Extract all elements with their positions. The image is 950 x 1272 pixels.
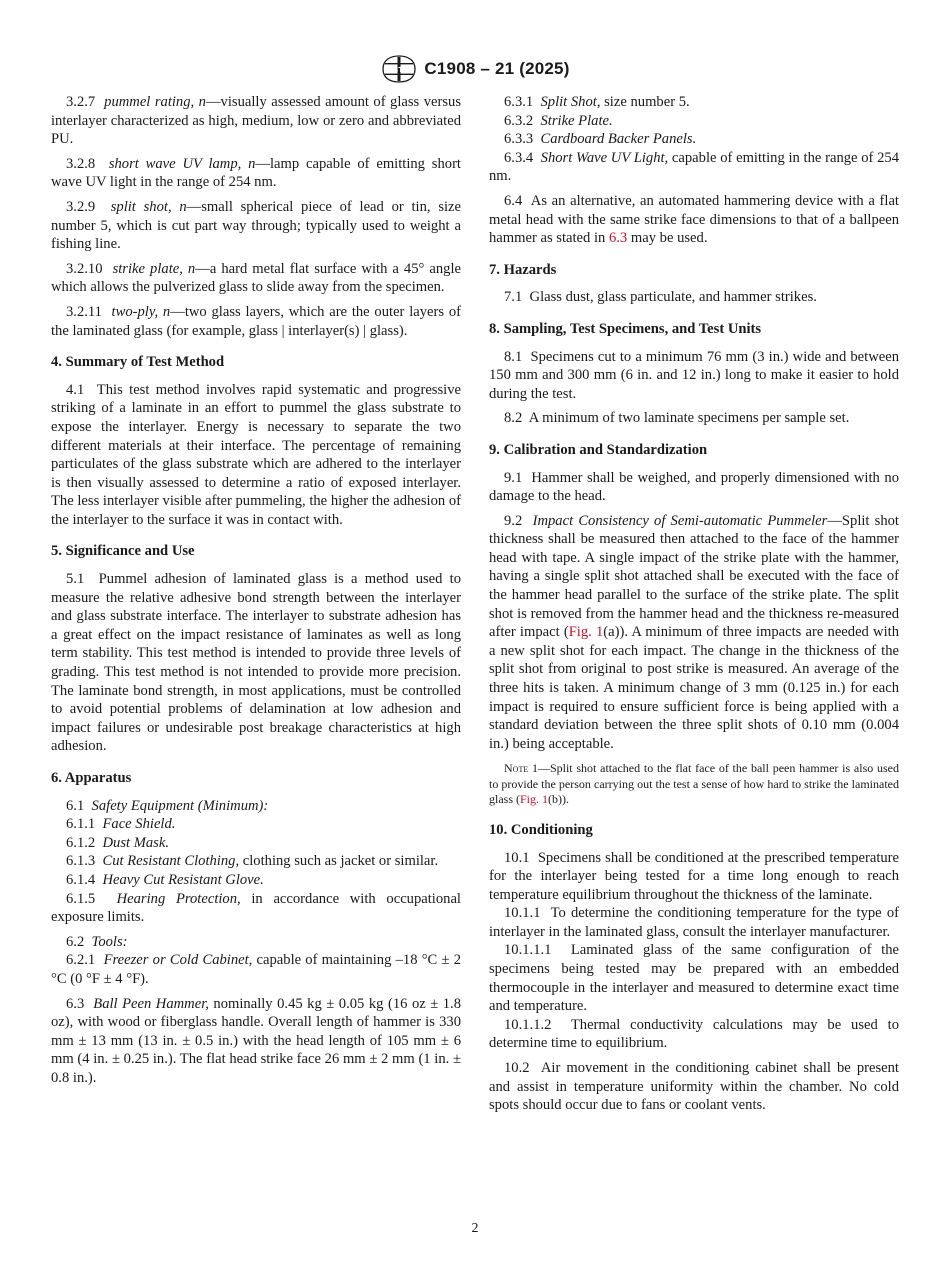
paragraph-6-1-2: 6.1.2 Dust Mask. [66, 834, 169, 851]
paragraph-6-2-1: 6.2.1 Freezer or Cold Cabinet, capable of maintaining –18 °C ± 2 °C (0 °F ± 4 °F). [51, 952, 462, 987]
right-column [489, 93, 899, 1121]
paragraph-10-2: 10.2 Air movement in the conditioning cabinet shall be present and assist in temperature uniformity within the chamber. No cold spots should occur due to fans or coolant vents. [489, 1060, 899, 1114]
astm-logo-icon [380, 54, 418, 84]
paragraph-6-1-4: 6.1.4 Heavy Cut Resistant Glove. [66, 871, 264, 888]
definition-3-2-10: 3.2.10 strike plate, n—a hard metal flat surface with a 45° angle which allows the pulverized glass to slide away from the specimen. [51, 260, 461, 296]
paragraph-10-1-1-2: 10.1.1.2 Thermal conductivity calculations may be used to determine time to equilibrium. [489, 1016, 899, 1052]
paragraph-9-1: 9.1 Hammer shall be weighed, and properly dimensioned with no damage to the head. [489, 469, 899, 505]
section-7-heading: 7. Hazards [489, 261, 557, 278]
definition-3-2-8: 3.2.8 short wave UV lamp, n—lamp capable of emitting short wave UV light in the range of 254 nm. [51, 155, 461, 191]
paragraph-6-3-2: 6.3.2 Strike Plate. [504, 112, 613, 129]
left-column [51, 93, 461, 1094]
section-9-heading: 9. Calibration and Standardization [489, 441, 708, 458]
section-10-heading: 10. Conditioning [489, 821, 593, 838]
standard-designation: C1908 – 21 (2025) [424, 59, 570, 78]
note-1: Note 1—Split shot attached to the flat face of the ball peen hammer is also used to provide the person carrying out the test a sense of how hard to strike the laminated glass (Fig. 1(b)). [489, 761, 900, 807]
section-5-heading: 5. Significance and Use [51, 543, 195, 560]
reference-link-6-3[interactable]: 6.3 [608, 230, 628, 247]
paragraph-6-3-1: 6.3.1 Split Shot, size number 5. [504, 94, 690, 110]
page-header [0, 52, 950, 86]
section-8-heading: 8. Sampling, Test Specimens, and Test Units [489, 320, 762, 337]
definition-3-2-9: 3.2.9 split shot, n—small spherical piece of lead or tin, size number 5, which is cut part way through; typically used to weight a fishing line. [51, 198, 462, 253]
paragraph-7-1: 7.1 Glass dust, glass particulate, and hammer strikes. [504, 289, 817, 306]
definition-3-2-7: 3.2.7 pummel rating, n—visually assessed amount of glass versus interlayer characterized as high, medium, low or zero and abbreviated PU. [51, 94, 462, 148]
paragraph-10-1: 10.1 Specimens shall be conditioned at the prescribed temperature for the interlayer being tested for a time long enough to reach temperature equilibrium throughout the thickness of the laminate. [489, 849, 900, 903]
paragraph-5-1: 5.1 Pummel adhesion of laminated glass is a method used to measure the relative adhesive bond strength between the interlayer and glass substrate interface. The interlayer to substrate adhesion has a great effect on the impact resistance of laminates as well as long term stability. This test method is intended to provide three levels of grading. This test method is not intended to provide more precision. The laminate bond strength, in most applications, must be controlled to avoid potential problems of delamination at low adhesion and impact failures or undesirable post breakage characteristics at high adhesion. [51, 571, 462, 755]
paragraph-6-1: 6.1 Safety Equipment (Minimum): [66, 797, 269, 814]
paragraph-6-1-3: 6.1.3 Cut Resistant Clothing, clothing such as jacket or similar. [66, 853, 439, 870]
paragraph-6-2: 6.2 Tools: [66, 933, 128, 950]
paragraph-6-1-5: 6.1.5 Hearing Protection, in accordance with occupational exposure limits. [51, 890, 461, 926]
paragraph-6-3-3: 6.3.3 Cardboard Backer Panels. [504, 131, 697, 148]
svg-text:ASTM: ASTM [388, 66, 411, 74]
paragraph-10-1-1-1: 10.1.1.1 Laminated glass of the same configuration of the specimens being tested may be prepared with an embedded thermocouple in the interlayer and measured to determine exact time and temperature. [489, 942, 899, 1015]
paragraph-10-1-1: 10.1.1 To determine the conditioning temperature for the type of interlayer in the laminated glass, consult the interlayer manufacturer. [489, 905, 899, 940]
paragraph-6-3: 6.3 Ball Peen Hammer, nominally 0.45 kg ± 0.05 kg (16 oz ± 1.8 oz), with wood or fiberglass handle. Overall length of hammer is 330 mm ± 13 mm (13 in. ± 0.5 in.) with the head length of 105 mm ± 6 mm (4 in. ± 0.25 in.). The flat head strike face 26 mm ± 2 mm (1 in. ± 0.8 in.). [51, 995, 461, 1086]
paragraph-4-1: 4.1 This test method involves rapid systematic and progressive striking of a laminate in an effort to pummel the glass substrate to expose the interlayer. Energy is necessary to separate the two different materials at their interface. The percentage of remaining particulates of the glass substrate which are adhered to the interlayer is then visually assessed to determine a ratio of exposed interlayer. The less interlayer visible after pummeling, the higher the adhesion of the interlayer to the surface it was in contact with. [51, 381, 461, 528]
figure-link-fig-1a[interactable]: Fig. 1 [568, 624, 604, 641]
figure-link-fig-1b[interactable]: Fig. 1 [520, 792, 549, 807]
paragraph-6-4: 6.4 As an alternative, an automated hammering device with a flat metal head with the same strike face dimensions to that of a ballpeen hammer as stated in 6.3 may be used. [489, 192, 899, 247]
paragraph-8-1: 8.1 Specimens cut to a minimum 76 mm (3 in.) wide and between 150 mm and 300 mm (6 in. and 12 in.) long to make it easier to hold during the test. [489, 348, 899, 402]
section-4-heading: 4. Summary of Test Method [51, 354, 225, 371]
paragraph-6-3-4: 6.3.4 Short Wave UV Light, capable of emitting in the range of 254 nm. [489, 149, 900, 185]
paragraph-8-2: 8.2 A minimum of two laminate specimens per sample set. [504, 410, 850, 427]
page-number: 2 [471, 1221, 479, 1236]
definition-3-2-11: 3.2.11 two-ply, n—two glass layers, which are the outer layers of the laminated glass (for example, glass | interlayer(s) | glass). [51, 303, 461, 339]
section-6-heading: 6. Apparatus [51, 770, 132, 786]
paragraph-6-1-1: 6.1.1 Face Shield. [66, 816, 176, 833]
paragraph-9-2: 9.2 Impact Consistency of Semi-automatic Pummeler—Split shot thickness shall be measured then attached to the face of the hammer head with tape. A single impact of the strike plate with the hammer, having a single split shot attached shall be executed with the face of the hammer head parallel to the surface of the strike plate. The split shot is removed from the hammer head and the thickness re-measured after impact (Fig. 1(a)). A minimum of three impacts are needed with a new split shot for each impact. The change in the thickness of the split shot from original to post strike is measured. An average of the three hits is taken. A minimum change of 3 mm (0.125 in.) for each impact is required to ensure sufficient force is being applied with a standard deviation between the three split shots of 0.10 mm (0.004 in.) being acceptable. [489, 512, 899, 752]
